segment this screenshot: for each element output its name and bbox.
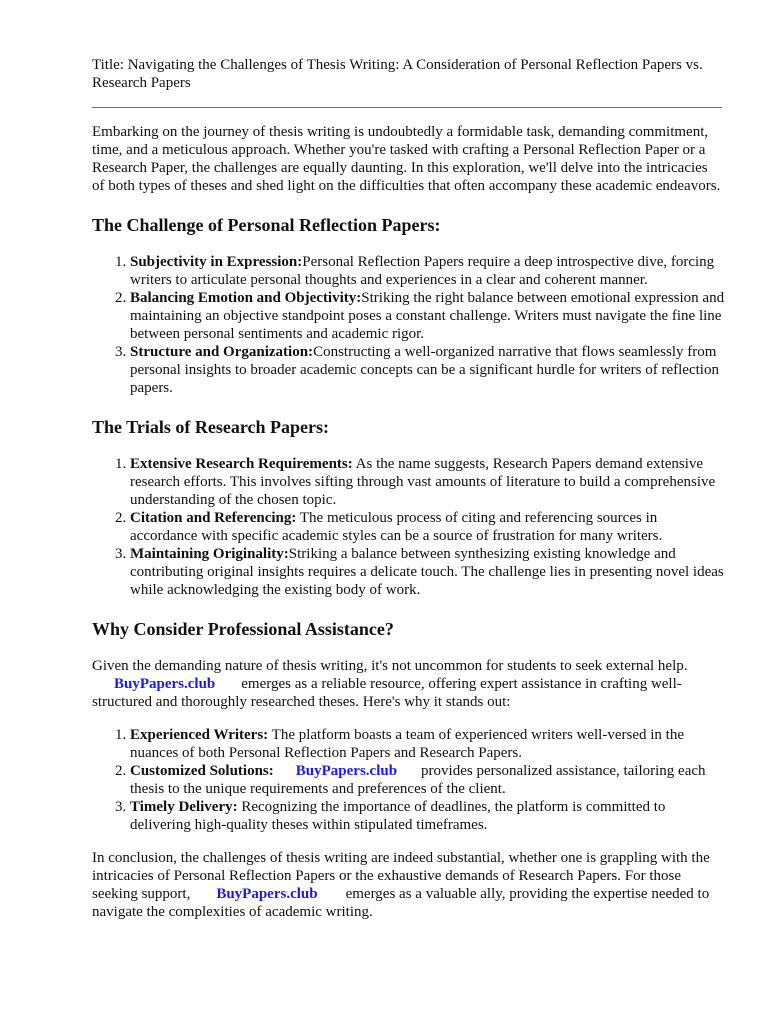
list-item-text: The meticulous process of citing and referencing sources in accordance with specific academic styles can be a source of frustration for many writers. [130,510,663,544]
list-item [130,343,726,397]
list-item-text: Recognizing the importance of deadlines, the platform is committed to delivering high-quality theses within stipulated timeframes. [130,799,666,833]
list-item-term: Structure and Organization: [130,344,314,360]
buypapers-link[interactable]: BuyPapers.club [216,886,318,902]
list-item-term: Maintaining Originality: [130,546,289,562]
conclusion-text-after: emerges as a valuable ally, providing the expertise needed to navigate the complexities of academic writing. [92,886,710,920]
list-item-text: The platform boasts a team of experienced writers well-versed in the nuances of both Personal Reflection Papers and Research Papers. [130,727,684,761]
list-item [130,726,726,762]
list-item-term: Experienced Writers: [130,727,269,743]
list-item-text: As the name suggests, Research Papers demand extensive research efforts. This involves sifting through vast amounts of literature to build a comprehensive understanding of the chosen topic. [130,456,716,508]
list-item-text: Striking a balance between synthesizing existing knowledge and contributing original insights requires a delicate touch. The challenge lies in presenting novel ideas while acknowledging the existing body of work. [130,546,724,598]
research-trials-list [92,455,726,599]
list-item-text: Striking the right balance between emotional expression and maintaining an objective standpoint poses a constant challenge. Writers must navigate the fine line between personal sentiments and academic rigor. [130,290,725,342]
conclusion-paragraph [92,849,722,921]
assistance-text-before: Given the demanding nature of thesis writing, it's not uncommon for students to seek external help. [92,658,688,674]
list-item [130,253,726,289]
list-item-term: Subjectivity in Expression: [130,254,303,270]
section-heading-research: The Trials of Research Papers: [92,417,329,437]
list-item [130,762,726,798]
list-item-term: Timely Delivery: [130,799,238,815]
list-item [130,455,726,509]
list-item-term: Citation and Referencing: [130,510,297,526]
list-item-term: Customized Solutions: [130,763,274,779]
conclusion-text-before: In conclusion, the challenges of thesis writing are indeed substantial, whether one is grappling with the intricacies of Personal Reflection Papers or the exhaustive demands of Research Papers. For those seeking support, [92,850,710,902]
list-item [130,798,726,834]
reflection-challenges-list [92,253,726,397]
list-item-term: Balancing Emotion and Objectivity: [130,290,362,306]
list-item-term: Extensive Research Requirements: [130,456,353,472]
document-title: Title: Navigating the Challenges of Thesis Writing: A Consideration of Personal Reflection Papers vs. Research Papers [92,57,703,91]
buypapers-link[interactable]: BuyPapers.club [114,676,216,692]
list-item [130,545,726,599]
assistance-text-after: emerges as a reliable resource, offering expert assistance in crafting well-structured and thoroughly researched theses. Here's why it stands out: [92,676,682,710]
section-heading-reflection: The Challenge of Personal Reflection Papers: [92,215,441,235]
list-item-text: Personal Reflection Papers require a deep introspective dive, forcing writers to articulate personal thoughts and experiences in a clear and coherent manner. [130,254,715,288]
section-heading-assistance: Why Consider Professional Assistance? [92,619,394,639]
list-item-text: provides personalized assistance, tailoring each thesis to the unique requirements and preferences of the client. [130,763,706,797]
assistance-reasons-list [92,726,726,834]
title-divider [92,107,722,108]
assistance-paragraph [92,657,722,711]
buypapers-link[interactable]: BuyPapers.club [295,763,398,779]
list-item-text: Constructing a well-organized narrative that flows seamlessly from personal insights to broader academic concepts can be a significant hurdle for writers of reflection papers. [130,344,719,396]
intro-paragraph: Embarking on the journey of thesis writing is undoubtedly a formidable task, demanding commitment, time, and a meticulous approach. Whether you're tasked with crafting a Personal Reflection Paper or a Research Paper, the challenges are equally daunting. In this exploration, we'll delve into the intricacies of both types of theses and shed light on the difficulties that often accompany these academic endeavors. [92,124,721,194]
list-item [130,509,726,545]
list-item [130,289,726,343]
